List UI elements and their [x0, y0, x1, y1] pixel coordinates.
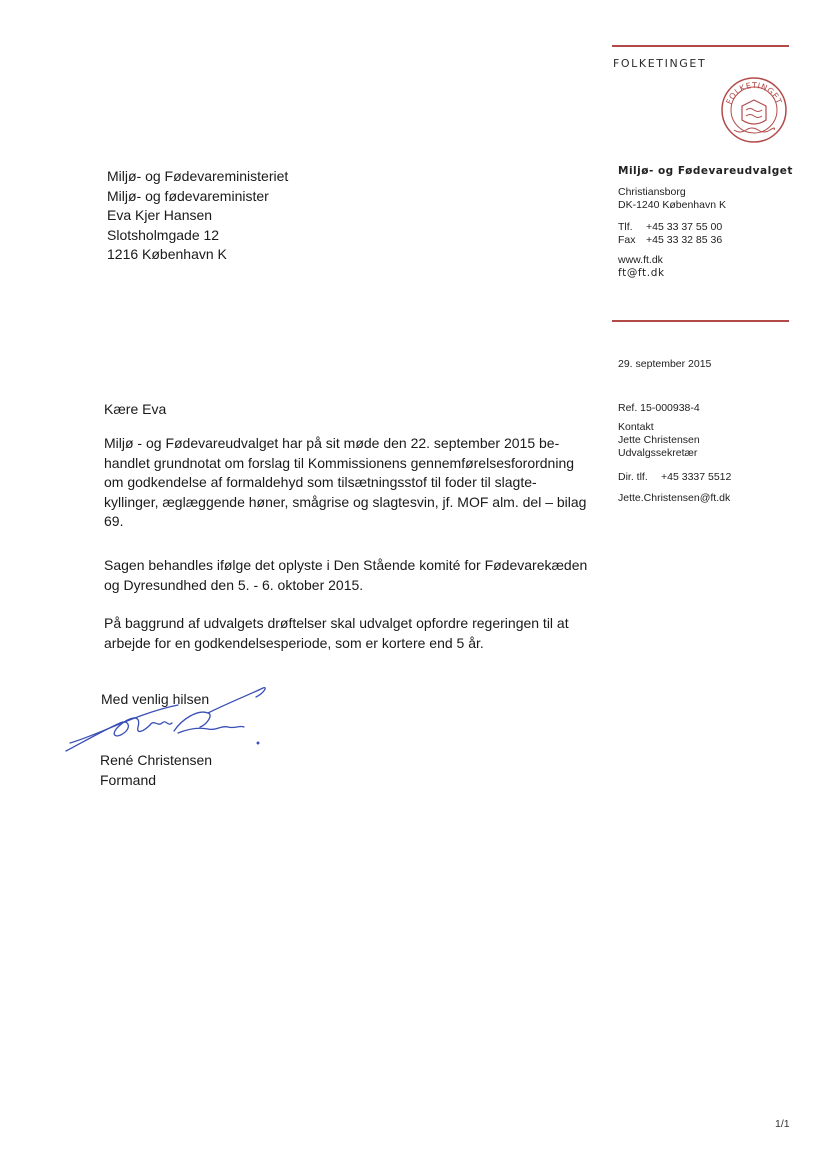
- paragraph-line: På baggrund af udvalgets drøftelser skal udvalget opfordre regeringen til at: [104, 615, 569, 631]
- signer-name: René Christensen: [100, 752, 213, 768]
- paragraph-line: og Dyresundhed den 5. - 6. oktober 2015.: [104, 576, 364, 593]
- svg-text:FOLKETINGET: FOLKETINGET: [724, 80, 784, 106]
- phone-number: +45 33 37 55 00: [646, 221, 723, 233]
- recipient-line: 1216 København K: [107, 246, 227, 262]
- paragraph-line: Sagen behandles ifølge det oplyste i Den Stående komité for Fødevarekæden: [104, 557, 588, 573]
- sender-web-block: [618, 254, 665, 280]
- sender-phone-block: [618, 221, 722, 247]
- paragraph-line: handlet grundnotat om forslag til Kommissionens gennemførelsesforordning: [104, 454, 575, 471]
- contact-email: Jette.Christensen@ft.dk: [618, 492, 731, 504]
- letter-date: 29. september 2015: [618, 358, 712, 370]
- valediction: Med venlig hilsen: [101, 691, 210, 707]
- phone-label: Tlf.: [618, 221, 633, 233]
- website: www.ft.dk: [618, 254, 663, 266]
- direct-phone-number: +45 3337 5512: [661, 471, 732, 483]
- contact-title: Udvalgssekretær: [618, 447, 698, 459]
- signer-block: [100, 751, 212, 790]
- general-email: ft@ft.dk: [618, 267, 665, 279]
- page-number: 1/1: [775, 1118, 790, 1130]
- folketinget-seal-icon: [720, 76, 788, 144]
- recipient-address: [107, 167, 288, 265]
- committee-name: Miljø- og Fødevareudvalget: [618, 165, 793, 177]
- sender-address: [618, 186, 726, 212]
- recipient-line: Miljø- og Fødevareministeriet: [107, 168, 289, 184]
- paragraph-line: Miljø - og Fødevareudvalget har på sit møde den 22. september 2015 be-: [104, 435, 560, 451]
- paragraph-line: 69.: [104, 513, 124, 529]
- fax-label: Fax: [618, 234, 636, 246]
- paragraph-1: [104, 434, 589, 532]
- contact-heading: Kontakt: [618, 421, 654, 433]
- reference-number: Ref. 15-000938-4: [618, 402, 700, 414]
- signer-title: Formand: [100, 771, 157, 788]
- direct-phone: [618, 471, 731, 484]
- institution-name: FOLKETINGET: [613, 57, 707, 70]
- middle-red-rule: [612, 320, 789, 322]
- recipient-line: Miljø- og fødevareminister: [107, 187, 269, 204]
- sender-address-line: Christiansborg: [618, 186, 686, 198]
- recipient-line: Slotsholmgade 12: [107, 226, 220, 243]
- recipient-line: Eva Kjer Hansen: [107, 207, 213, 223]
- paragraph-2: [104, 556, 589, 595]
- fax-number: +45 33 32 85 36: [646, 234, 723, 246]
- contact-name: Jette Christensen: [618, 434, 700, 446]
- paragraph-line: om godkendelse af formaldehyd som tilsætningsstof til foder til slagte-: [104, 474, 537, 490]
- direct-phone-label: Dir. tlf.: [618, 471, 648, 483]
- contact-block: [618, 421, 700, 460]
- paragraph-line: arbejde for en godkendelsesperiode, som er kortere end 5 år.: [104, 634, 484, 651]
- salutation: Kære Eva: [104, 401, 167, 417]
- paragraph-line: kyllinger, æglæggende høner, smågrise og slagtesvin, jf. MOF alm. del – bilag: [104, 493, 587, 510]
- top-red-rule: [612, 45, 789, 47]
- paragraph-3: [104, 614, 589, 653]
- sender-address-line: DK-1240 København K: [618, 199, 726, 211]
